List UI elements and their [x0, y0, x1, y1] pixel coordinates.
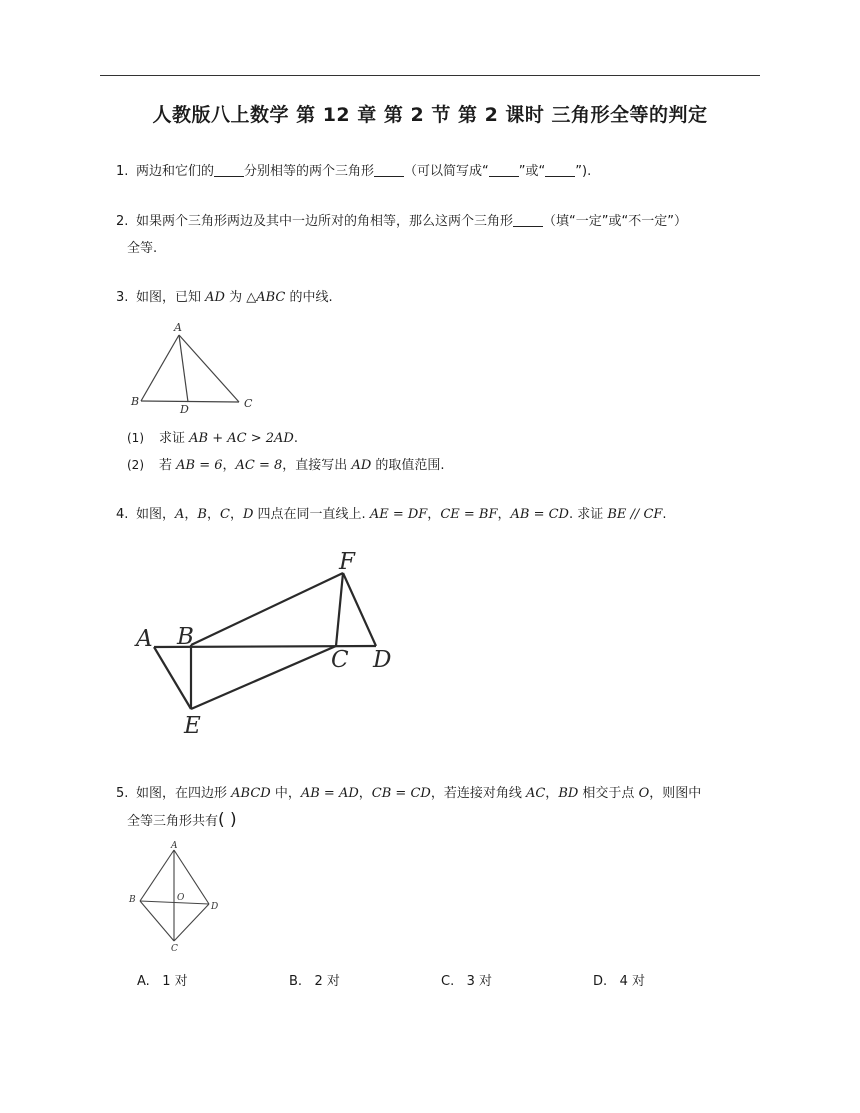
question-number: 1. — [116, 164, 129, 179]
label-d: D — [373, 647, 392, 673]
quadrilateral-figure-q4 — [130, 545, 410, 740]
label-b: B — [129, 895, 136, 905]
label-a: A — [136, 626, 153, 652]
answer-blank[interactable] — [214, 162, 244, 177]
segment-ab — [140, 850, 174, 901]
label-f: F — [339, 549, 355, 575]
answer-parentheses[interactable]: ( ) — [218, 810, 237, 830]
segment-ae — [154, 647, 191, 709]
kite-figure-q5 — [122, 838, 232, 956]
label-b: B — [177, 624, 194, 650]
question-1: 1. 两边和它们的 分别相等的两个三角形 （可以简写成“ ”或“ ”). — [116, 158, 766, 185]
top-rule — [100, 75, 760, 76]
question-3-part-2: (2) 若 AB = 6，AC = 8，直接写出 AD 的取值范围. — [127, 458, 445, 473]
answer-blank[interactable] — [489, 162, 519, 177]
label-d: D — [211, 902, 219, 912]
answer-blank[interactable] — [513, 212, 543, 227]
label-o: O — [177, 893, 185, 903]
segment-bf — [191, 573, 343, 645]
page-title: 人教版八上数学 第 12 章 第 2 节 第 2 课时 三角形全等的判定 — [152, 104, 708, 126]
triangle-abc-figure — [126, 318, 266, 418]
label-d: D — [180, 403, 189, 416]
segment-cd — [174, 904, 209, 941]
segment-ab — [141, 335, 179, 401]
answer-blank[interactable] — [545, 162, 575, 177]
label-c: C — [244, 397, 253, 410]
segment-ac — [179, 335, 239, 402]
question-2: 2. 如果两个三角形两边及其中一边所对的角相等，那么这两个三角形 （填“一定”或“不一定”） 全等. — [116, 208, 766, 262]
segment-ad — [179, 335, 188, 402]
option-d[interactable]: D. 4 对 — [593, 974, 645, 989]
label-a: A — [171, 841, 178, 851]
question-5: 5. 如图，在四边形 ABCD 中，AB = AD，CB = CD，若连接对角线 AC，BD 相交于点 O，则图中 全等三角形共有( ) — [116, 780, 766, 835]
answer-blank[interactable] — [374, 162, 404, 177]
option-b[interactable]: B. 2 对 — [289, 974, 340, 989]
option-c[interactable]: C. 3 对 — [441, 974, 493, 989]
question-3-part-1: (1) 求证 AB + AC > 2AD. — [127, 431, 298, 446]
label-a: A — [174, 321, 182, 334]
segment-ce — [191, 646, 336, 709]
option-a[interactable]: A. 1 对 — [137, 974, 188, 989]
question-3: 3. 如图，已知 AD 为 △ABC 的中线. — [116, 284, 766, 311]
question-number: 2. — [116, 214, 129, 229]
label-c: C — [171, 944, 178, 954]
label-e: E — [184, 713, 201, 739]
question-number: 5. — [116, 786, 129, 801]
question-4: 4. 如图，A，B，C，D 四点在同一直线上. AE = DF，CE = BF，AB = CD. 求证 BE // CF. — [116, 501, 766, 528]
segment-bc — [140, 901, 174, 941]
segment-bc — [141, 401, 239, 402]
label-b: B — [131, 395, 140, 408]
segment-cf — [336, 573, 343, 646]
segment-df — [343, 573, 376, 646]
question-number: 3. — [116, 290, 129, 305]
question-number: 4. — [116, 507, 129, 522]
label-c: C — [331, 647, 349, 673]
